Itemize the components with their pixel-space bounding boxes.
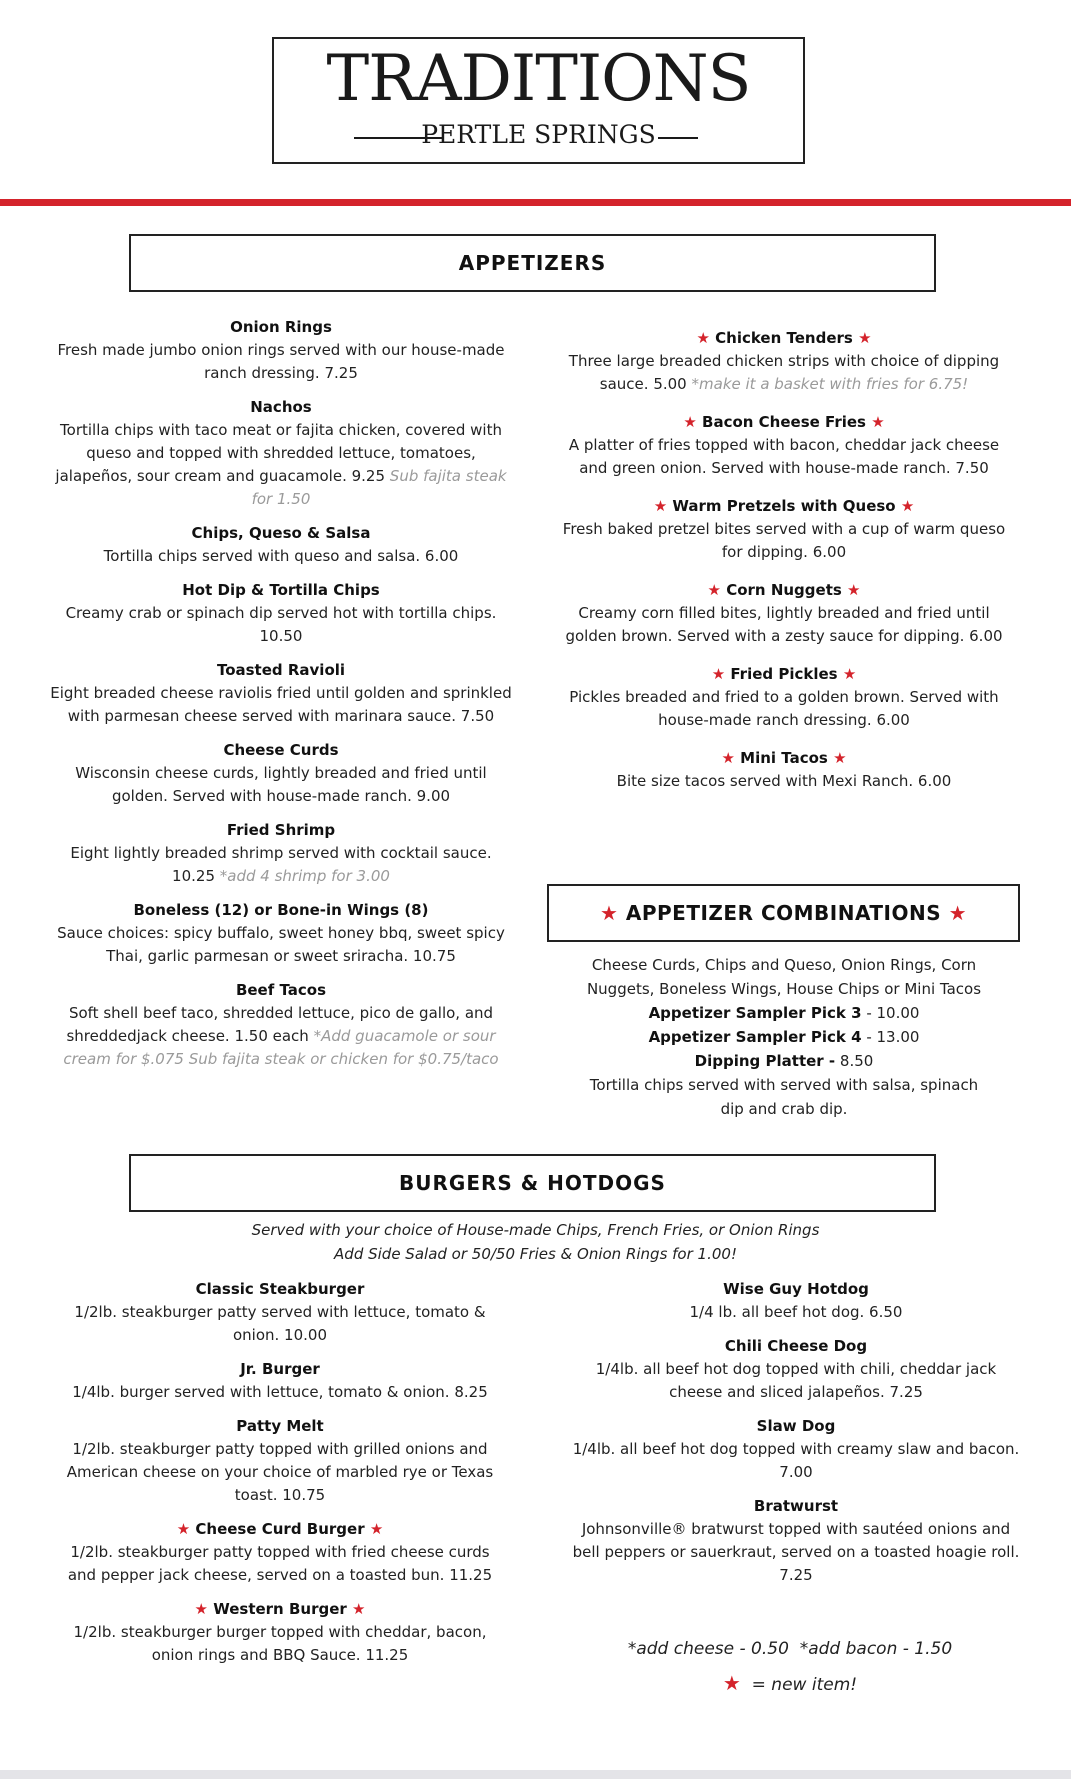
item-name: Classic Steakburger bbox=[195, 1280, 365, 1298]
menu-item bbox=[60, 1415, 500, 1507]
item-description: Wisconsin cheese curds, lightly breaded and fried until golden. Served with house-made ranch. 9.00 bbox=[75, 764, 487, 805]
item-name: ★ Corn Nuggets ★ bbox=[707, 581, 861, 599]
item-name: Patty Melt bbox=[236, 1417, 324, 1435]
item-description: Bite size tacos served with Mexi Ranch. 6.00 bbox=[616, 772, 952, 790]
menu-item bbox=[50, 522, 512, 568]
menu-item bbox=[50, 659, 512, 728]
item-description: 1/4lb. all beef hot dog topped with creamy slaw and bacon. 7.00 bbox=[572, 1440, 1020, 1481]
item-name: Toasted Ravioli bbox=[216, 661, 346, 679]
menu-item bbox=[555, 579, 1013, 648]
item-name: Nachos bbox=[250, 398, 312, 416]
burgers-intro-line-2: Add Side Salad or 50/50 Fries & Onion Rings for 1.00! bbox=[334, 1245, 737, 1263]
new-item-star-icon: ★ bbox=[194, 1600, 208, 1618]
burgers-right-column bbox=[572, 1278, 1020, 1598]
item-name: Wise Guy Hotdog bbox=[723, 1280, 869, 1298]
item-name: ★ Bacon Cheese Fries ★ bbox=[683, 413, 885, 431]
item-description: 1/2lb. steakburger patty topped with fried cheese curds and pepper jack cheese, served on a toasted bun. 11.25 bbox=[67, 1543, 493, 1584]
item-description: Tortilla chips with taco meat or fajita chicken, covered with queso and topped with shredded lettuce, tomatoes, jalapeños, sour cream and guacamole. 9.25 Sub fajita steak for 1.50 bbox=[55, 421, 507, 508]
logo-rule-right bbox=[658, 137, 698, 139]
dipping-platter: Dipping Platter - 8.50 bbox=[694, 1052, 874, 1070]
burgers-intro-line-1: Served with your choice of House-made Chips, French Fries, or Onion Rings bbox=[251, 1221, 820, 1239]
item-description: Creamy crab or spinach dip served hot with tortilla chips. 10.50 bbox=[65, 604, 497, 645]
item-name: ★ Western Burger ★ bbox=[194, 1600, 366, 1618]
menu-item bbox=[555, 327, 1013, 396]
item-name: Chili Cheese Dog bbox=[724, 1337, 868, 1355]
item-description: A platter of fries topped with bacon, cheddar jack cheese and green onion. Served with house-made ranch. 7.50 bbox=[568, 436, 1000, 477]
appetizers-header bbox=[129, 234, 936, 292]
logo-wordmark: TRADITIONS bbox=[326, 42, 751, 116]
menu-item bbox=[50, 316, 512, 385]
menu-item bbox=[60, 1278, 500, 1347]
item-note: Sub fajita steak for 1.50 bbox=[251, 467, 507, 508]
item-description: Creamy corn filled bites, lightly breaded and fried until golden brown. Served with a zesty sauce for dipping. 6.00 bbox=[565, 604, 1003, 645]
item-name: Chips, Queso & Salsa bbox=[191, 524, 371, 542]
item-name: ★ Warm Pretzels with Queso ★ bbox=[653, 497, 915, 515]
new-item-star-icon: ★ bbox=[369, 1520, 384, 1538]
item-name: ★ Mini Tacos ★ bbox=[721, 749, 847, 767]
new-item-star-icon: ★ bbox=[176, 1520, 191, 1538]
item-description: 1/2lb. steakburger patty served with lettuce, tomato & onion. 10.00 bbox=[74, 1303, 486, 1344]
item-description: Eight breaded cheese raviolis fried until golden and sprinkled with parmesan cheese served with marinara sauce. 7.50 bbox=[50, 684, 512, 725]
item-description: Soft shell beef taco, shredded lettuce, pico de gallo, and shreddedjack cheese. 1.50 each *Add guacamole or sour cream for $.075 Sub fajita steak or chicken for $0.75/taco bbox=[63, 1004, 499, 1068]
sampler-pick-3: Appetizer Sampler Pick 3 - 10.00 bbox=[648, 1004, 920, 1022]
item-description: 1/2lb. steakburger burger topped with cheddar, bacon, onion rings and BBQ Sauce. 11.25 bbox=[73, 1623, 487, 1664]
burger-addons bbox=[570, 1632, 1010, 1702]
item-description: Eight lightly breaded shrimp served with cocktail sauce. 10.25 *add 4 shrimp for 3.00 bbox=[70, 844, 492, 885]
item-description: Sauce choices: spicy buffalo, sweet honey bbq, sweet spicy Thai, garlic parmesan or sweet sriracha. 10.75 bbox=[57, 924, 505, 965]
item-note: *make it a basket with fries for 6.75! bbox=[691, 375, 969, 393]
menu-item bbox=[60, 1598, 500, 1667]
item-description: 1/4 lb. all beef hot dog. 6.50 bbox=[689, 1303, 903, 1321]
item-description: Johnsonville® bratwurst topped with sautéed onions and bell peppers or sauerkraut, served on a toasted hoagie roll. 7.25 bbox=[572, 1520, 1020, 1584]
menu-item bbox=[50, 396, 512, 511]
item-description: Pickles breaded and fried to a golden brown. Served with house-made ranch dressing. 6.00 bbox=[569, 688, 999, 729]
menu-item bbox=[572, 1278, 1020, 1324]
appetizers-right-column bbox=[555, 327, 1013, 804]
burgers-header bbox=[129, 1154, 936, 1212]
menu-item bbox=[60, 1518, 500, 1587]
new-item-star-icon: ★ bbox=[842, 665, 857, 683]
new-item-star-icon: ★ bbox=[722, 1671, 741, 1695]
appetizers-title: APPETIZERS bbox=[458, 251, 607, 275]
sampler-pick-4: Appetizer Sampler Pick 4 - 13.00 bbox=[648, 1028, 920, 1046]
restaurant-logo bbox=[272, 37, 805, 164]
appetizer-combinations-header bbox=[547, 884, 1020, 942]
new-item-star-icon: ★ bbox=[871, 413, 885, 431]
menu-item bbox=[555, 495, 1013, 564]
page-bottom-edge bbox=[0, 1770, 1071, 1779]
logo-location: PERTLE SPRINGS bbox=[421, 120, 656, 149]
new-item-star-icon: ★ bbox=[721, 749, 735, 767]
item-name: Fried Shrimp bbox=[226, 821, 336, 839]
item-name: Jr. Burger bbox=[240, 1360, 320, 1378]
new-item-star-icon: ★ bbox=[683, 413, 697, 431]
item-name: Boneless (12) or Bone-in Wings (8) bbox=[133, 901, 429, 919]
menu-item bbox=[50, 899, 512, 968]
item-name: Onion Rings bbox=[230, 318, 332, 336]
combination-choices: Cheese Curds, Chips and Queso, Onion Rings, Corn Nuggets, Boneless Wings, House Chips or Mini Tacos bbox=[586, 956, 982, 998]
item-description: Tortilla chips served with queso and salsa. 6.00 bbox=[103, 547, 459, 565]
menu-item bbox=[555, 747, 1013, 793]
header-divider bbox=[0, 199, 1071, 206]
menu-item bbox=[572, 1415, 1020, 1484]
menu-item bbox=[50, 739, 512, 808]
new-item-legend: ★ = new item! bbox=[722, 1671, 858, 1695]
burgers-title: BURGERS & HOTDOGS bbox=[399, 1171, 666, 1195]
item-name: Cheese Curds bbox=[223, 741, 339, 759]
item-name: Hot Dip & Tortilla Chips bbox=[182, 581, 380, 599]
item-description: 1/4lb. burger served with lettuce, tomato & onion. 8.25 bbox=[72, 1383, 488, 1401]
item-name: ★ Fried Pickles ★ bbox=[711, 665, 857, 683]
item-name: Beef Tacos bbox=[235, 981, 327, 999]
new-item-star-icon: ★ bbox=[858, 329, 872, 347]
burgers-intro bbox=[120, 1218, 951, 1266]
item-description: 1/2lb. steakburger patty topped with grilled onions and American cheese on your choice of marbled rye or Texas toast. 10.75 bbox=[66, 1440, 494, 1504]
new-item-star-icon: ★ bbox=[948, 901, 968, 925]
item-name: Slaw Dog bbox=[756, 1417, 836, 1435]
item-note: *add 4 shrimp for 3.00 bbox=[219, 867, 390, 885]
item-name: Bratwurst bbox=[753, 1497, 839, 1515]
menu-item bbox=[50, 819, 512, 888]
menu-item bbox=[555, 663, 1013, 732]
new-item-star-icon: ★ bbox=[599, 901, 619, 925]
addon-prices: *add cheese - 0.50 *add bacon - 1.50 bbox=[627, 1639, 953, 1659]
item-description: 1/4lb. all beef hot dog topped with chili, cheddar jack cheese and sliced jalapeños. 7.25 bbox=[595, 1360, 997, 1401]
new-item-star-icon: ★ bbox=[833, 749, 847, 767]
dipping-platter-description: Tortilla chips served with served with salsa, spinach dip and crab dip. bbox=[589, 1076, 979, 1118]
new-item-star-icon: ★ bbox=[711, 665, 726, 683]
appetizers-left-column bbox=[50, 316, 512, 1082]
item-description: Fresh baked pretzel bites served with a cup of warm queso for dipping. 6.00 bbox=[562, 520, 1006, 561]
item-description: Fresh made jumbo onion rings served with our house-made ranch dressing. 7.25 bbox=[57, 341, 505, 382]
item-name: ★ Cheese Curd Burger ★ bbox=[176, 1520, 384, 1538]
item-name: ★ Chicken Tenders ★ bbox=[696, 329, 872, 347]
menu-item bbox=[50, 979, 512, 1071]
new-item-star-icon: ★ bbox=[707, 581, 721, 599]
item-description: Three large breaded chicken strips with choice of dipping sauce. 5.00 *make it a basket with fries for 6.75! bbox=[568, 352, 1000, 393]
menu-item bbox=[572, 1495, 1020, 1587]
menu-item bbox=[555, 411, 1013, 480]
menu-item bbox=[572, 1335, 1020, 1404]
combinations-body bbox=[585, 953, 983, 1121]
new-item-star-icon: ★ bbox=[696, 329, 710, 347]
new-item-star-icon: ★ bbox=[653, 497, 668, 515]
new-item-star-icon: ★ bbox=[847, 581, 861, 599]
new-item-star-icon: ★ bbox=[900, 497, 915, 515]
new-item-star-icon: ★ bbox=[352, 1600, 366, 1618]
item-note: *Add guacamole or sour cream for $.075 Sub fajita steak or chicken for $0.75/taco bbox=[63, 1027, 499, 1068]
burgers-left-column bbox=[60, 1278, 500, 1678]
menu-item bbox=[60, 1358, 500, 1404]
combinations-title: APPETIZER COMBINATIONS bbox=[625, 901, 942, 925]
menu-item bbox=[50, 579, 512, 648]
